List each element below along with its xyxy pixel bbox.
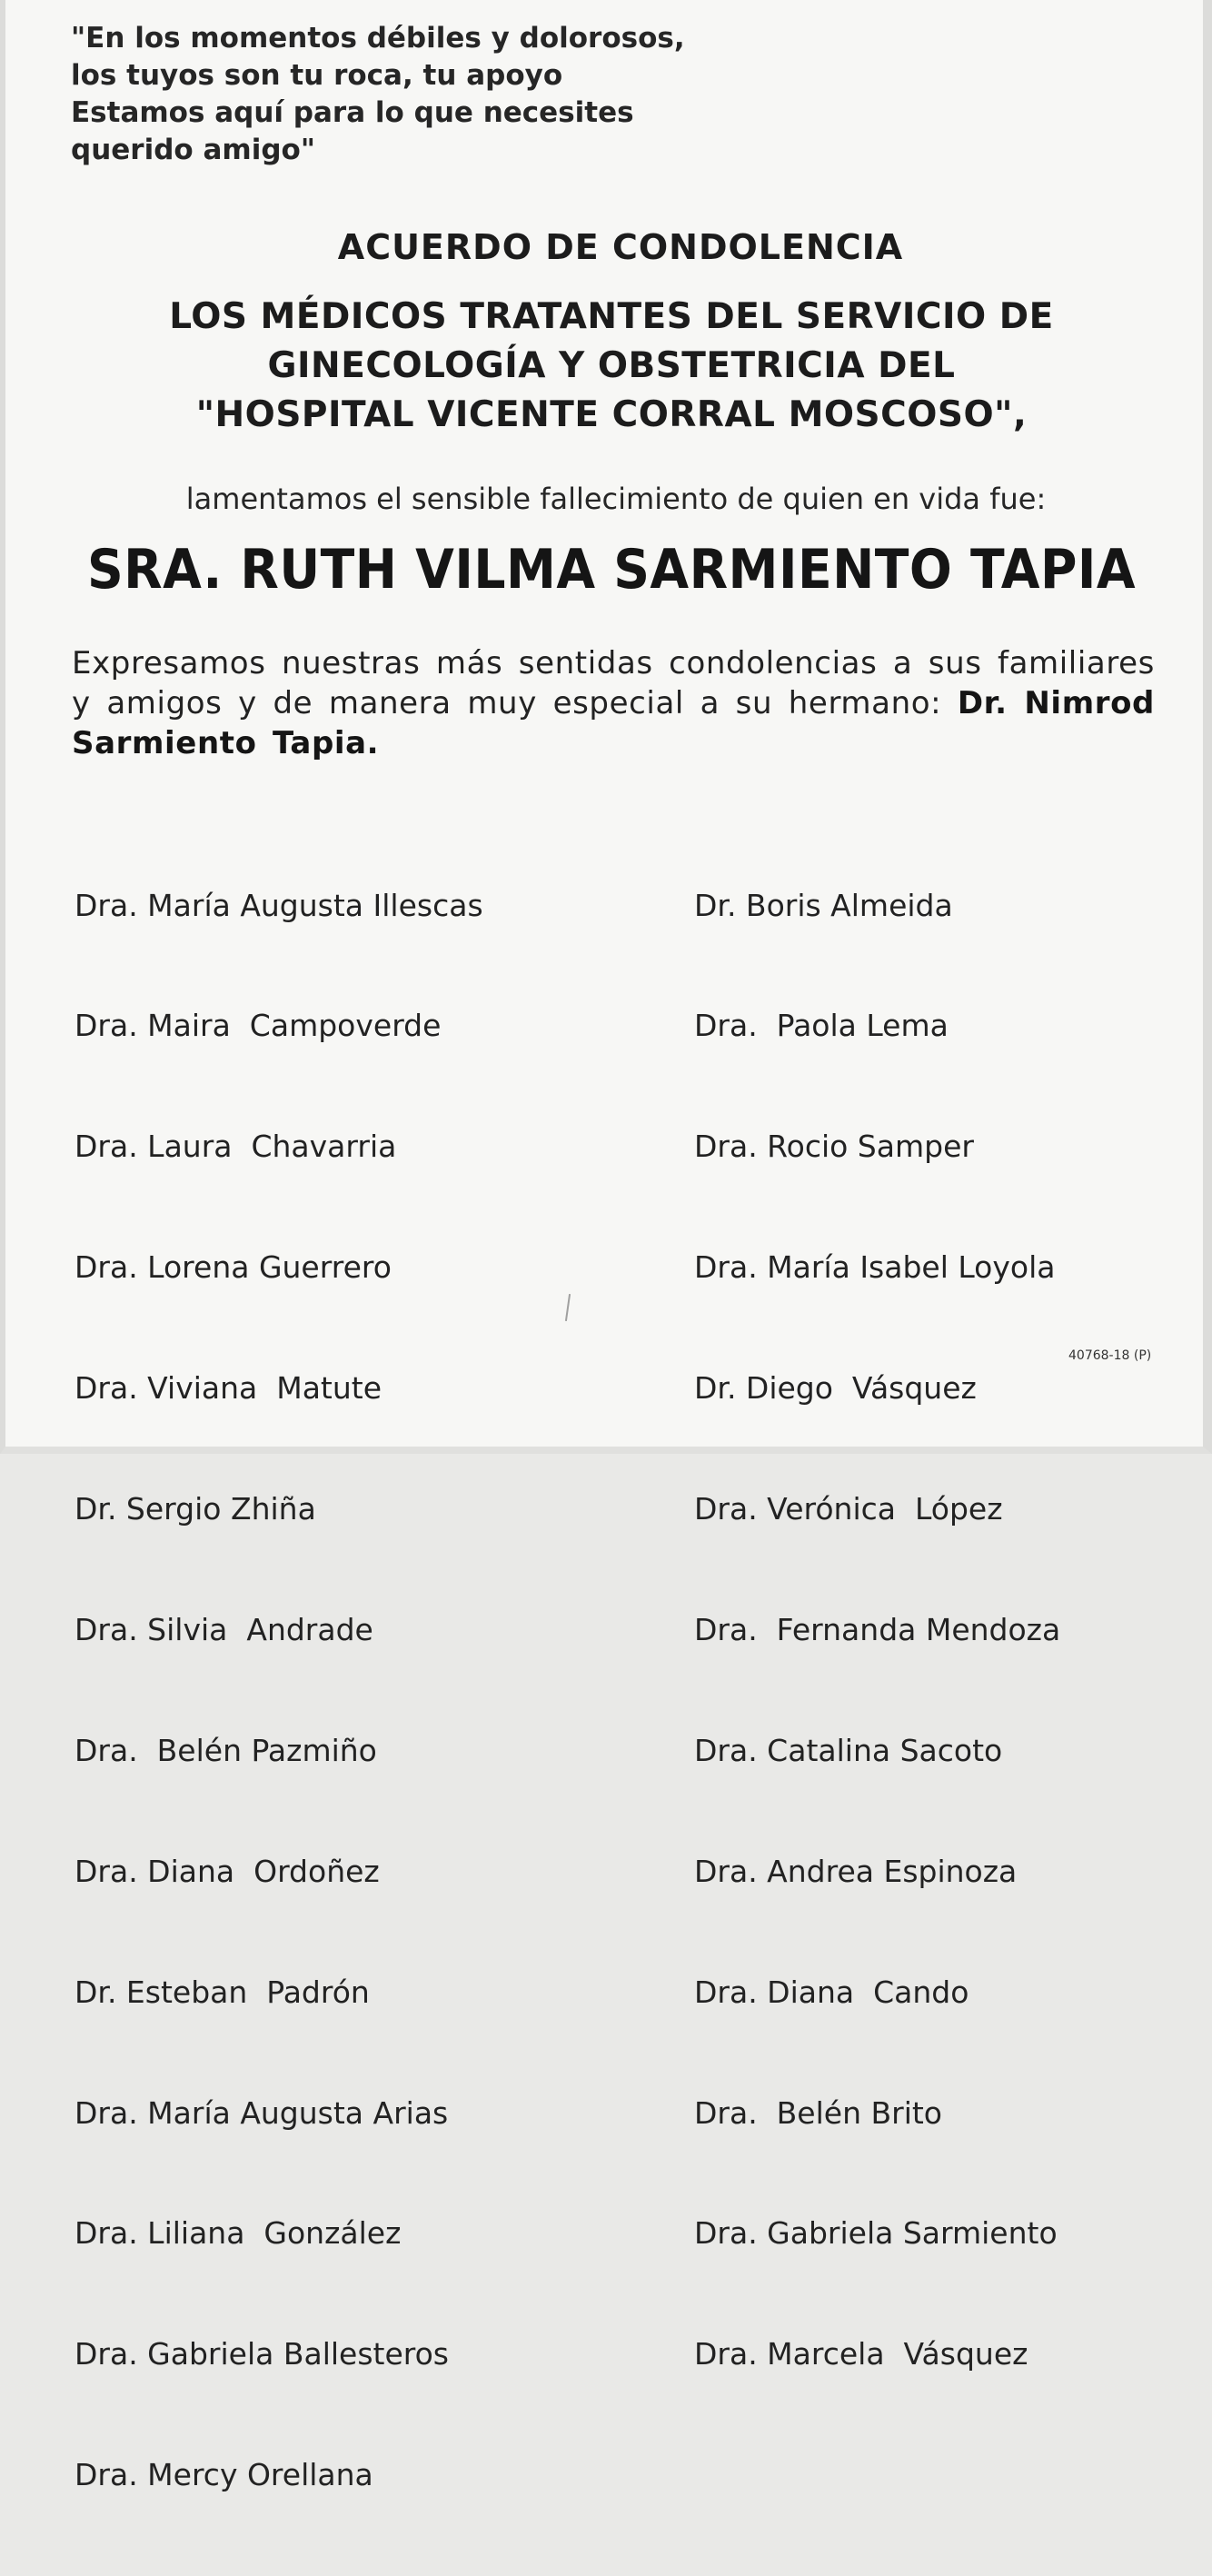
brother-name: Dr. Nimrod Sarmiento Tapia. — [72, 685, 1155, 761]
signatory-name: Dra. Gabriela Sarmiento — [694, 2215, 1058, 2252]
signatory-name: Dra. Lorena Guerrero — [75, 1249, 392, 1286]
lament-line: lamentamos el sensible fallecimiento de quien en vida fue: — [185, 482, 1047, 516]
quote-line: "En los momentos débiles y dolorosos, — [71, 22, 685, 55]
condolence-paragraph — [72, 643, 1155, 763]
organization-line: GINECOLOGÍA Y OBSTETRICIA DEL — [267, 345, 956, 386]
organization-line: "HOSPITAL VICENTE CORRAL MOSCOSO", — [195, 394, 1028, 435]
signatory-name: Dra. Mercy Orellana — [75, 2457, 373, 2493]
signatory-name: Dra. Belén Brito — [694, 2094, 942, 2131]
signatory-name: Dr. Esteban Padrón — [75, 1974, 370, 2010]
signatory-name: Dra. Viviana Matute — [75, 1370, 382, 1407]
signatory-name: Dra. Belén Pazmiño — [75, 1732, 377, 1768]
signatory-name: Dra. Marcela Vásquez — [694, 2336, 1028, 2372]
signatories-left-column — [75, 805, 483, 2576]
condolence-text: Expresamos nuestras más sentidas condolencias a sus familiares y amigos y de manera muy especial a su hermano: — [72, 645, 1155, 721]
signatory-name: Dr. Sergio Zhiña — [75, 1491, 316, 1527]
signatory-name: Dr. Boris Almeida — [694, 887, 953, 923]
organization-line: LOS MÉDICOS TRATANTES DEL SERVICIO DE — [169, 296, 1054, 337]
signatory-name: Dra. Verónica López — [694, 1491, 1003, 1527]
signatory-name: Dra. Silvia Andrade — [75, 1611, 373, 1647]
quote-line: querido amigo" — [71, 134, 315, 166]
signatory-name: Dra. Paola Lema — [694, 1008, 949, 1044]
signatory-name: Dra. Fernanda Mendoza — [694, 1611, 1061, 1647]
notice-title: ACUERDO DE CONDOLENCIA — [337, 227, 904, 267]
print-speck — [565, 1294, 571, 1321]
signatory-name: Dra. María Augusta Arias — [75, 2094, 449, 2131]
signatory-name: Dra. Diana Cando — [694, 1974, 969, 2010]
signatory-name: Dra. Diana Ordoñez — [75, 1853, 380, 1889]
signatory-name: Dra. Laura Chavarria — [75, 1129, 397, 1165]
signatory-name: Dra. María Augusta Illescas — [75, 887, 483, 923]
signatory-name: Dr. Diego Vásquez — [694, 1370, 977, 1407]
signatory-name: Dra. María Isabel Loyola — [694, 1249, 1056, 1286]
quote-line: Estamos aquí para lo que necesites — [71, 96, 634, 129]
signatories-right-column — [694, 805, 1060, 2455]
organization-heading — [5, 293, 1212, 440]
signatory-name: Dra. Maira Campoverde — [75, 1008, 442, 1044]
signatory-name: Dra. Gabriela Ballesteros — [75, 2336, 450, 2372]
signatory-name: Dra. Rocio Samper — [694, 1129, 974, 1165]
signatory-name: Dra. Liliana González — [75, 2215, 402, 2252]
opening-quote — [71, 20, 707, 169]
signatory-name: Dra. Andrea Espinoza — [694, 1853, 1018, 1889]
signatory-name: Dra. Catalina Sacoto — [694, 1732, 1003, 1768]
reference-code: 40768-18 (P) — [1068, 1348, 1152, 1363]
deceased-name: SRA. RUTH VILMA SARMIENTO TAPIA — [86, 538, 1137, 602]
quote-line: los tuyos son tu roca, tu apoyo — [71, 59, 563, 92]
